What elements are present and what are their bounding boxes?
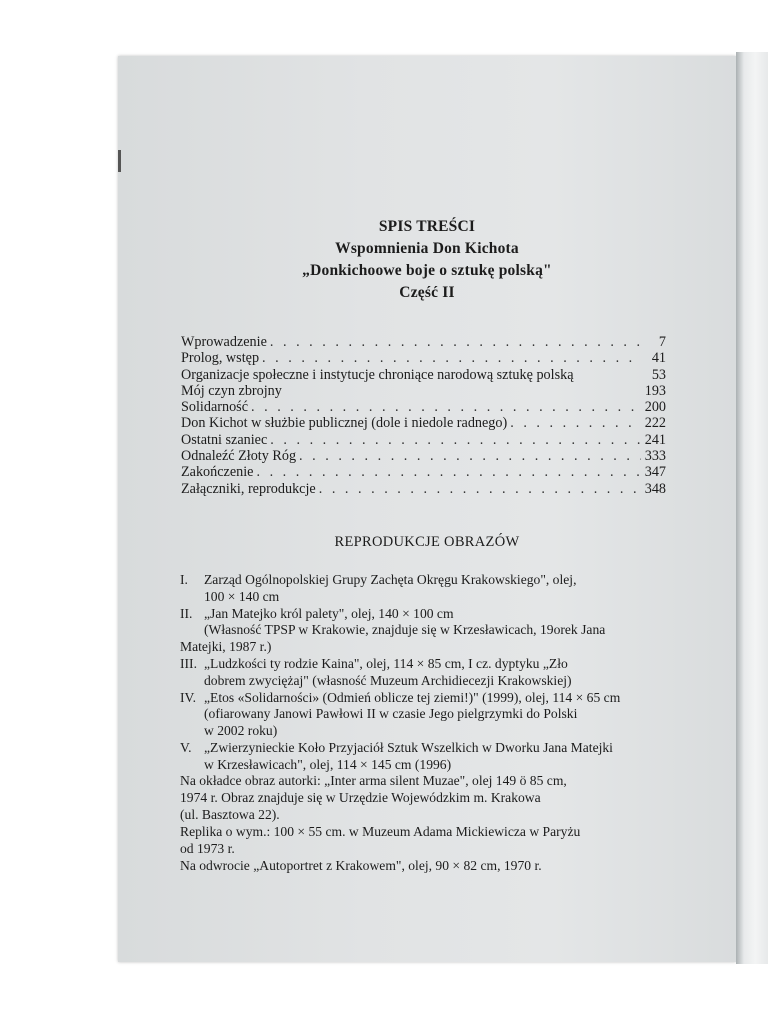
toc-entry-page: 347 — [644, 464, 666, 481]
toc-entry — [181, 383, 666, 399]
toc-entry — [181, 448, 666, 464]
reproduction-line: w Krzesławicach", olej, 114 × 145 cm (1996) — [204, 756, 452, 772]
note-line: Na odwrocie „Autoportret z Krakowem", olej, 90 × 82 cm, 1970 r. — [180, 858, 542, 873]
toc-leader-dots — [299, 448, 641, 464]
binding-mark — [118, 150, 121, 172]
reproduction-number: V. — [180, 739, 192, 755]
reproductions-list — [180, 572, 670, 774]
toc-entry-title: Organizacje społeczne i instytucje chroniące narodową sztukę polską — [181, 366, 574, 383]
toc-entry-title: Załączniki, reprodukcje — [181, 480, 316, 497]
reproduction-line: „Zwierzynieckie Koło Przyjaciół Sztuk Wszelkich w Dworku Jana Matejki — [204, 739, 613, 755]
toc-leader-dots — [262, 350, 641, 366]
note-line: od 1973 r. — [180, 841, 235, 856]
book-title: Wspomnienia Don Kichota — [335, 240, 519, 257]
toc-entry — [181, 432, 666, 448]
page-edge — [736, 52, 768, 964]
toc-entry-title: Zakończenie — [181, 464, 254, 481]
reproduction-number: IV. — [180, 689, 196, 705]
toc-leader-dots — [319, 481, 641, 497]
toc-entry-page: 222 — [644, 415, 666, 432]
toc-heading: SPIS TREŚCI — [378, 218, 476, 235]
toc-entry — [181, 399, 666, 415]
book-subtitle: „Donkichoowe boje o sztukę polską" — [302, 262, 552, 279]
reproduction-line: (ofiarowany Janowi Pawłowi II w czasie Jego pielgrzymki do Polski — [204, 706, 578, 722]
toc-leader-dots — [251, 399, 641, 415]
reproduction-number: I. — [180, 572, 188, 587]
book-part: Część II — [399, 284, 455, 301]
toc-entry-title: Don Kichot w służbie publicznej (dole i niedole radnego) — [181, 415, 508, 432]
toc-leader-dots — [256, 464, 641, 480]
toc-entry — [181, 350, 666, 366]
reproduction-line: 100 × 140 cm — [204, 588, 280, 604]
toc-entry-page: 193 — [644, 382, 666, 399]
toc-entry-title: Odnaleźć Złoty Róg — [181, 448, 297, 465]
toc-entry — [181, 367, 666, 383]
toc-entry-title: Ostatni szaniec — [181, 431, 268, 448]
toc-leader-dots — [270, 432, 641, 448]
reproduction-line: „Etos «Solidarności» (Odmień oblicze tej ziemi!)" (1999), olej, 114 × 65 cm — [204, 689, 621, 705]
toc-entry-page: 41 — [651, 350, 666, 367]
reproductions-heading: REPRODUKCJE OBRAZÓW — [334, 534, 520, 550]
reproduction-number: II. — [180, 605, 193, 621]
toc-entry-page: 333 — [644, 448, 666, 465]
reproduction-line: „Ludzkości ty rodzie Kaina", olej, 114 × 85 cm, I cz. dyptyku „Zło — [204, 655, 568, 671]
reproduction-line: „Jan Matejko król palety", olej, 140 × 100 cm — [204, 605, 454, 621]
toc-entry — [181, 481, 666, 497]
toc-entry — [181, 415, 666, 431]
note-line: Replika o wym.: 100 × 55 cm. w Muzeum Adama Mickiewicza w Paryżu — [180, 824, 581, 839]
toc-entry-title: Solidarność — [181, 399, 248, 416]
reproduction-item — [180, 690, 670, 740]
toc-entry — [181, 464, 666, 480]
reproduction-item — [180, 606, 670, 656]
reproduction-number: III. — [180, 655, 197, 671]
note-line: (ul. Basztowa 22). — [180, 807, 280, 822]
reproduction-item — [180, 740, 670, 774]
toc-entry-title: Prolog, wstęp — [181, 350, 260, 367]
toc-entry-title: Wprowadzenie — [181, 334, 267, 350]
reproduction-line: dobrem zwyciężaj" (własność Muzeum Archidiecezji Krakowskiej) — [204, 672, 572, 688]
toc-entry-page: 348 — [644, 480, 666, 497]
cover-notes — [180, 772, 670, 874]
reproduction-line: (Własność TPSP w Krakowie, znajduje się w Krzesławicach, 19orek Jana — [204, 622, 606, 638]
reproduction-line: Matejki, 1987 r.) — [180, 639, 272, 655]
reproduction-line: w 2002 roku) — [204, 723, 278, 739]
reproduction-line: Zarząd Ogólnopolskiej Grupy Zachęta Okręgu Krakowskiego", olej, — [204, 572, 577, 587]
toc-entry — [181, 334, 666, 350]
reproduction-item — [180, 656, 670, 690]
toc-entry-title: Mój czyn zbrojny — [181, 382, 282, 399]
toc-entry-page: 241 — [644, 431, 666, 448]
table-of-contents — [181, 334, 666, 497]
reproduction-item — [180, 572, 670, 606]
note-line: 1974 r. Obraz znajduje się w Urzędzie Wojewódzkim m. Krakowa — [180, 790, 541, 805]
toc-entry-page: 200 — [644, 399, 666, 416]
toc-entry-page: 53 — [651, 366, 666, 383]
note-line: Na okładce obraz autorki: „Inter arma silent Muzae", olej 149 ö 85 cm, — [180, 773, 567, 788]
toc-leader-dots — [510, 415, 641, 431]
toc-leader-dots — [270, 334, 641, 350]
toc-entry-page: 7 — [658, 334, 666, 350]
